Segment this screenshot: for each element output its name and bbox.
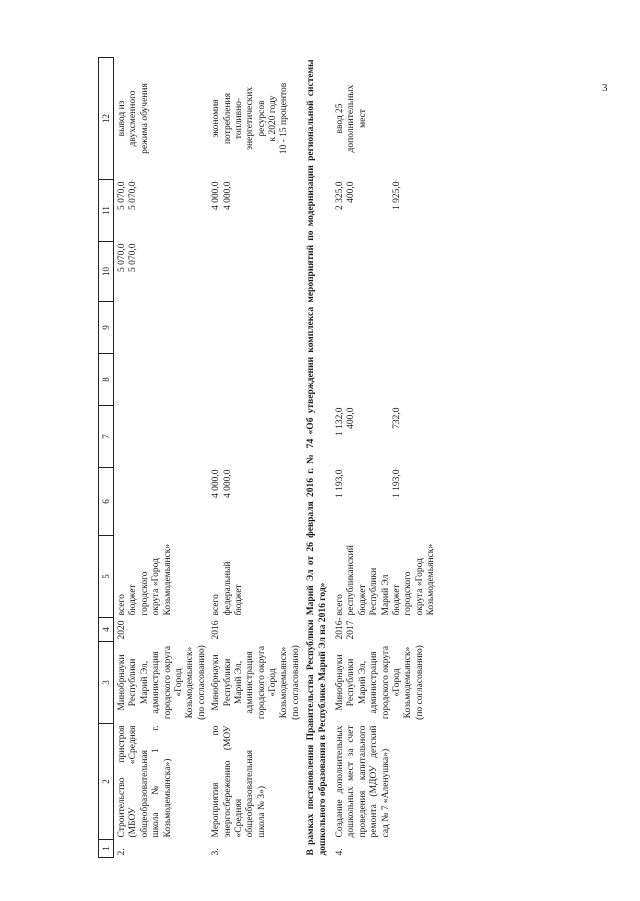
period: 2020 xyxy=(117,620,127,640)
amount-col11: 4 000,0 4 000,0 xyxy=(211,181,233,210)
table-row xyxy=(114,58,209,858)
amount-col6 xyxy=(114,468,209,536)
section-title: В рамках постановления Правительства Республики Марий Эл от 26 февраля 2016 г. № 74 «Об утверждении комплекса мероприятий по модернизации региональной системы дошкольного образования в Республике Марий Эл на 2016 год» xyxy=(306,59,328,856)
amount-col11: 2 325,0 400,0 1 925,0 xyxy=(335,181,402,210)
period: 2016 xyxy=(211,620,222,640)
funding-sources: всего республиканский бюджет Республики Марий Эл бюджет городского округа «Город Козьмодемьянск» xyxy=(335,543,437,616)
column-number: 8 xyxy=(99,354,114,406)
table-row xyxy=(208,58,302,858)
row-number: 2. xyxy=(117,848,127,856)
expected-result: ввод 25 дополнительных мест xyxy=(335,84,368,153)
amount-col7 xyxy=(114,406,209,468)
column-number: 4 xyxy=(99,618,114,642)
amount-col6: 4 000,0 4 000,0 xyxy=(211,469,233,498)
measure-name: Создание дополнительных дошкольных мест за счет проведения капитального ремонта (МДОУ детский сад № 7 «Аленушка») xyxy=(335,725,391,838)
expected-result: вывод из двухсменного режима обучения xyxy=(117,83,150,154)
table-row xyxy=(332,58,438,858)
amount-col6: 1 193,0 1 193,0 xyxy=(335,469,402,498)
executor: Минобрнауки Республики Марий Эл, администрация городского округа «Город Козьмодемьянск» (по согласованию) xyxy=(211,645,301,720)
amount-col8 xyxy=(332,354,438,406)
rotated-sheet xyxy=(98,58,618,858)
amount-col11: 5 070,0 5 070,0 xyxy=(117,181,139,210)
column-number: 6 xyxy=(99,468,114,536)
measure-name: Мероприятия по энергосбережению (МОУ «Средняя общеобразовательная школа № 3») xyxy=(211,725,267,838)
amount-col10 xyxy=(332,242,438,302)
measure-name: Строительство пристроя (МБОУ «Средняя общеобразовательная школа № 1 г. Козьмодемьянска») xyxy=(117,725,173,838)
section-row xyxy=(302,58,332,858)
column-number-row xyxy=(99,58,114,858)
period: 2016- 2017 xyxy=(335,617,357,640)
amount-col7 xyxy=(208,406,302,468)
funding-sources: всего бюджет городского округа «Город Козьмодемьянск» xyxy=(117,543,173,616)
column-number: 12 xyxy=(99,58,114,180)
executor: Минобрнауки Республики Марий Эл, администрация городского округа «Город Козьмодемьянск» (по согласованию) xyxy=(117,645,207,720)
amount-col10 xyxy=(208,242,302,302)
row-number: 4. xyxy=(335,848,346,856)
column-number: 1 xyxy=(99,840,114,858)
amount-col10: 5 070,0 5 070,0 xyxy=(117,243,139,272)
amount-col9 xyxy=(208,302,302,354)
column-number: 3 xyxy=(99,642,114,724)
amount-col8 xyxy=(208,354,302,406)
amount-col9 xyxy=(332,302,438,354)
funding-sources: всего федеральный бюджет xyxy=(211,561,244,616)
amount-col7: 1 132,0 400,0 732,0 xyxy=(335,407,402,436)
executor: Минобрнауки Республики Марий Эл, администрация городского округа «Город Козьмодемьянск» (по согласованию) xyxy=(335,645,425,720)
page-number: 3 xyxy=(602,82,608,94)
column-number: 9 xyxy=(99,302,114,354)
row-number: 3. xyxy=(211,848,222,856)
column-number: 7 xyxy=(99,406,114,468)
amount-col8 xyxy=(114,354,209,406)
column-number: 5 xyxy=(99,536,114,618)
amount-col9 xyxy=(114,302,209,354)
column-number: 2 xyxy=(99,724,114,840)
column-number: 10 xyxy=(99,242,114,302)
expected-result: экономия потребления топливно- энергетических ресурсов к 2020 году 10 - 15 процентов xyxy=(211,82,290,155)
column-number: 11 xyxy=(99,180,114,242)
measures-table xyxy=(98,57,438,858)
